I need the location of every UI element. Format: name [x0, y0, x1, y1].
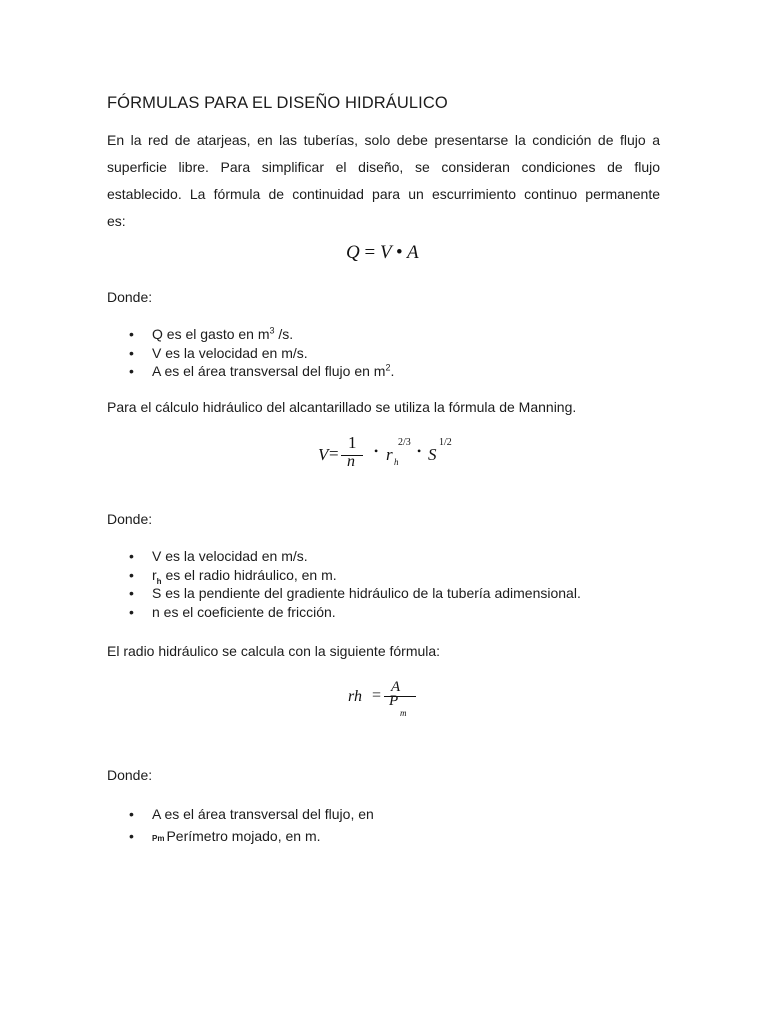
donde-label: Donde: [107, 511, 153, 527]
document-title: FÓRMULAS PARA EL DISEÑO HIDRÁULICO [107, 94, 448, 112]
variables-list-manning [107, 547, 581, 621]
radio-intro: El radio hidráulico se calcula con la siguiente fórmula: [107, 643, 441, 659]
list-item: • $r_h$ es el radio hidráulico, en m. [129, 566, 337, 586]
list-item: • n es el coeficiente de fricción. [129, 603, 336, 620]
manning-intro: Para el cálculo hidráulico del alcantarillado se utiliza la fórmula de Manning. [107, 399, 577, 415]
intro-line: superficie libre. Para simplificar el diseño, se consideran condiciones de flujo [107, 159, 660, 175]
continuity-formula: Q = V • A [346, 242, 419, 263]
list-item: • Pm Perímetro mojado, en m. [129, 828, 321, 844]
intro-line: establecido. La fórmula de continuidad para un escurrimiento continuo permanente [107, 186, 660, 202]
variables-list-radius [107, 803, 374, 850]
list-item: • V es la velocidad en m/s. [129, 548, 308, 564]
variables-list-continuity [107, 325, 394, 381]
list-item: • Q es el gasto en $m^3$ /s. [129, 325, 294, 342]
intro-line: es: [107, 213, 126, 229]
intro-line: En la red de atarjeas, en las tuberías, solo debe presentarse la condición de flujo a [107, 132, 660, 148]
donde-label: Donde: [107, 767, 153, 783]
hydraulic-radius-formula: rh = A P m [348, 680, 428, 722]
donde-label: Donde: [107, 289, 153, 305]
manning-formula: V = 1 n • r h 2/3 • S 1/2 [318, 433, 452, 470]
list-item: • A es el área transversal del flujo en $m^2$. [129, 362, 395, 379]
list-item: • S es la pendiente del gradiente hidráulico de la tubería adimensional. [129, 585, 581, 601]
list-item: • V es la velocidad en m/s. [129, 344, 308, 361]
list-item: • A es el área transversal del flujo, en [129, 806, 374, 822]
intro-paragraph [107, 127, 660, 235]
